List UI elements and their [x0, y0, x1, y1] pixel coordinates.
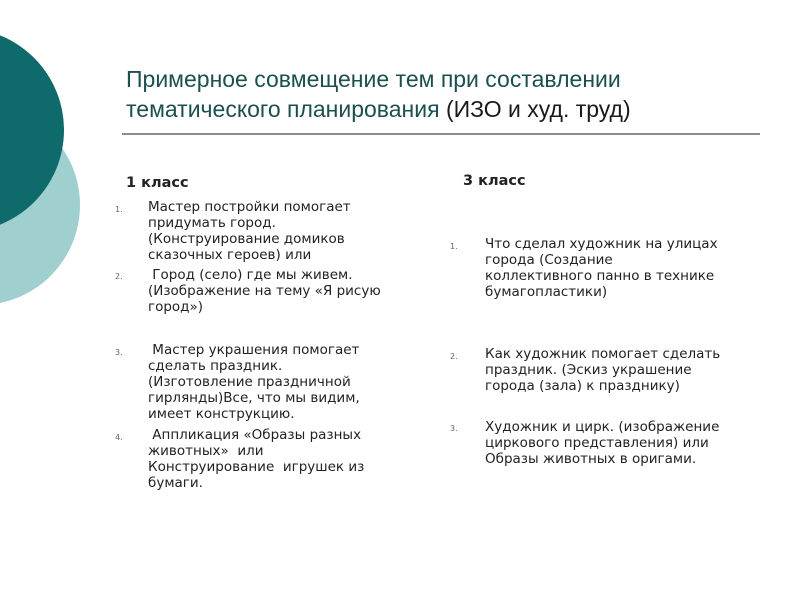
list-item: [485, 419, 719, 467]
list-item-line: придумать город.: [148, 215, 276, 231]
list-item-line: сделать праздник.: [148, 358, 283, 374]
list-item-line: города (Создание: [485, 252, 613, 268]
list-item-line: сказочных героев) или: [148, 247, 312, 263]
list-item-number: 1.: [450, 242, 458, 251]
light-teal-circle: [0, 105, 80, 305]
list-item-line: Образы животных в оригами.: [485, 451, 697, 467]
list-item-line: имеет конструкцию.: [148, 406, 295, 422]
list-item-number: 2.: [450, 352, 458, 361]
list-item-line: Конструирование игрушек из: [148, 459, 365, 475]
list-item-line: животных» или: [148, 443, 264, 459]
list-item-number: 3.: [115, 348, 123, 357]
list-item: [148, 342, 360, 422]
list-item-line: города (зала) к празднику): [485, 378, 680, 394]
title-main: Примерное совмещение тем при составлении тематического планирования: [126, 66, 621, 122]
list-item-line: Художник и цирк. (изображение: [485, 419, 720, 435]
list-item-line: (Изготовление праздничной: [148, 374, 351, 390]
list-item-line: гирлянды)Все, что мы видим,: [148, 390, 360, 406]
list-item-number: 3.: [450, 424, 458, 433]
list-item: [148, 199, 351, 263]
list-item-line: Как художник помогает сделать: [485, 346, 721, 362]
list-item-line: бумагопластики): [485, 284, 608, 300]
list-item: [148, 267, 381, 315]
list-item-line: циркового представления) или: [485, 435, 709, 451]
list-item-line: бумаги.: [148, 475, 203, 491]
list-item-number: 4.: [115, 433, 123, 442]
title-suffix: (ИЗО и худ. труд): [445, 96, 631, 122]
list-item-line: Аппликация «Образы разных: [148, 427, 362, 443]
slide-title: [126, 64, 766, 124]
list-item: [485, 236, 718, 300]
dark-teal-circle: [0, 28, 64, 232]
list-item: [148, 427, 364, 491]
list-item: [485, 346, 720, 394]
list-item-line: (Изображение на тему «Я рисую: [148, 283, 381, 299]
list-item-line: (Конструирование домиков: [148, 231, 345, 247]
column2-heading: 3 класс: [463, 173, 526, 189]
list-item-line: Мастер постройки помогает: [148, 199, 351, 215]
list-item-line: Мастер украшения помогает: [148, 342, 360, 358]
list-item-line: праздник. (Эскиз украшение: [485, 362, 692, 378]
column1-heading: 1 класс: [126, 175, 189, 191]
title-divider: [122, 133, 760, 135]
list-item-number: 2.: [115, 272, 123, 281]
list-item-line: город»): [148, 299, 204, 315]
list-item-number: 1.: [115, 205, 123, 214]
decorative-circles: [0, 0, 130, 340]
list-item-line: Город (село) где мы живем.: [148, 267, 353, 283]
list-item-line: коллективного панно в технике: [485, 268, 715, 284]
list-item-line: Что сделал художник на улицах: [485, 236, 718, 252]
